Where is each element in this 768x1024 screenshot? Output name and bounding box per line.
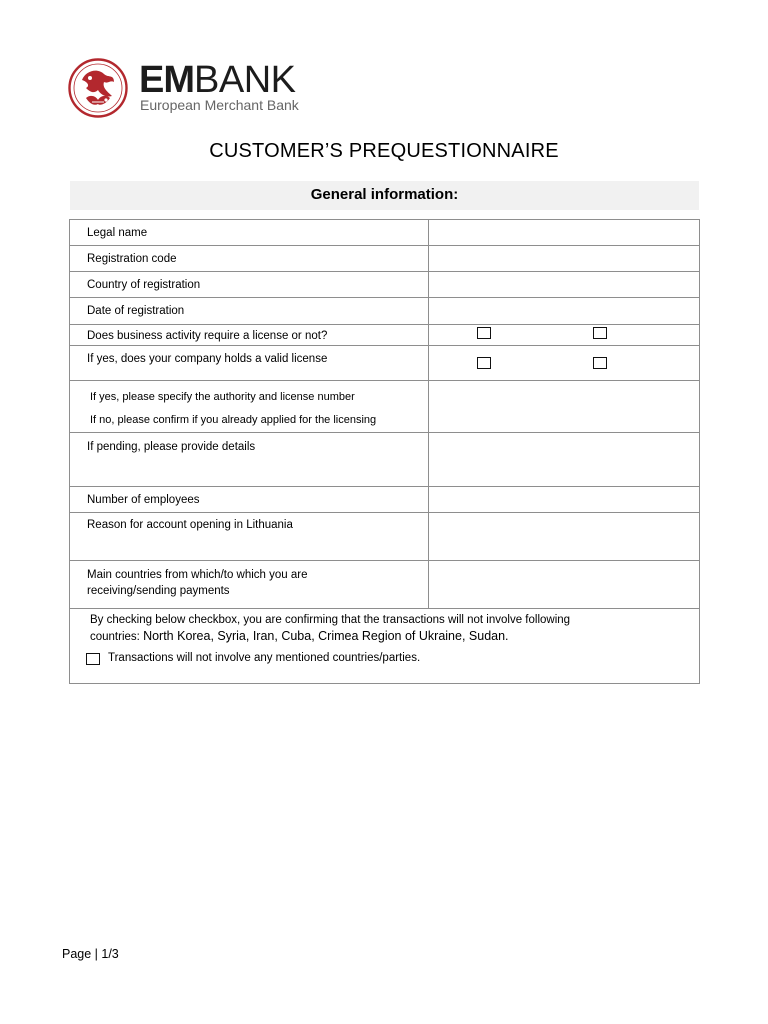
form-label-cell — [70, 246, 429, 272]
pending-details-field[interactable] — [429, 433, 700, 487]
country-of-registration-label: Country of registration — [87, 279, 201, 291]
confirmation-option — [70, 651, 699, 675]
form-label-cell — [70, 220, 429, 246]
declaration-text: By checking below checkbox, you are confirming that the transactions will not involve following — [90, 614, 571, 626]
main-countries-label-cont: receiving/sending payments — [87, 585, 230, 597]
form-row — [70, 381, 700, 433]
employees-label: Number of employees — [87, 494, 200, 506]
form-row — [70, 561, 700, 609]
country-of-registration-field[interactable] — [429, 272, 700, 298]
form-label-cell — [70, 487, 429, 513]
form-label-cell — [70, 298, 429, 325]
em-bank-logo — [68, 58, 308, 118]
declaration-row — [70, 609, 700, 684]
form-row — [70, 272, 700, 298]
valid-license-no-checkbox[interactable] — [593, 357, 607, 369]
declaration-cell — [70, 609, 700, 684]
license-required-options — [429, 325, 700, 346]
registration-code-label: Registration code — [87, 253, 177, 265]
license-required-no-checkbox[interactable] — [593, 327, 607, 339]
form-label-cell — [70, 433, 429, 487]
legal-name-field[interactable] — [429, 220, 700, 246]
form-row — [70, 325, 700, 346]
authority-license-label: If yes, please specify the authority and license number — [90, 391, 355, 403]
employees-field[interactable] — [429, 487, 700, 513]
date-of-registration-label: Date of registration — [87, 305, 185, 317]
general-information-form — [69, 219, 700, 684]
form-row — [70, 513, 700, 561]
license-required-yes-checkbox[interactable] — [477, 327, 491, 339]
form-label-cell — [70, 513, 429, 561]
authority-license-field[interactable] — [429, 381, 700, 433]
declaration-countries: North Korea, Syria, Iran, Cuba, Crimea Region of Ukraine, Sudan. — [143, 629, 509, 643]
em-bank-seal-icon — [68, 58, 128, 118]
brand-subtitle: European Merchant Bank — [140, 97, 299, 113]
account-reason-label: Reason for account opening in Lithuania — [87, 519, 293, 531]
section-heading: General information: — [70, 181, 699, 210]
form-label-cell — [70, 381, 429, 433]
brand-name — [139, 61, 295, 99]
form-row — [70, 487, 700, 513]
confirmation-label: Transactions will not involve any mentioned countries/parties. — [108, 652, 421, 664]
legal-name-label: Legal name — [87, 227, 148, 239]
declaration-prefix: countries: — [90, 631, 144, 643]
brand-name-light: BANK — [194, 59, 296, 101]
valid-license-label: If yes, does your company holds a valid license — [87, 353, 328, 365]
document-title: CUSTOMER’S PREQUESTIONNAIRE — [209, 140, 559, 162]
form-label-cell — [70, 272, 429, 298]
valid-license-yes-checkbox[interactable] — [477, 357, 491, 369]
main-countries-field[interactable] — [429, 561, 700, 609]
confirmation-checkbox[interactable] — [86, 653, 100, 665]
licensing-applied-label: If no, please confirm if you already applied for the licensing — [90, 414, 377, 426]
valid-license-options — [429, 346, 700, 381]
form-row — [70, 220, 700, 246]
date-of-registration-field[interactable] — [429, 298, 700, 325]
account-reason-field[interactable] — [429, 513, 700, 561]
form-row — [70, 246, 700, 272]
pending-details-label: If pending, please provide details — [87, 441, 256, 453]
main-countries-label: Main countries from which/to which you are — [87, 569, 308, 581]
brand-name-bold: EM — [139, 59, 194, 101]
form-label-cell — [70, 346, 429, 381]
license-required-label: Does business activity require a license or not? — [87, 330, 328, 342]
form-row — [70, 433, 700, 487]
form-label-cell — [70, 325, 429, 346]
page-number: Page | 1/3 — [62, 947, 119, 961]
form-label-cell — [70, 561, 429, 609]
form-row — [70, 346, 700, 381]
registration-code-field[interactable] — [429, 246, 700, 272]
form-row — [70, 298, 700, 325]
